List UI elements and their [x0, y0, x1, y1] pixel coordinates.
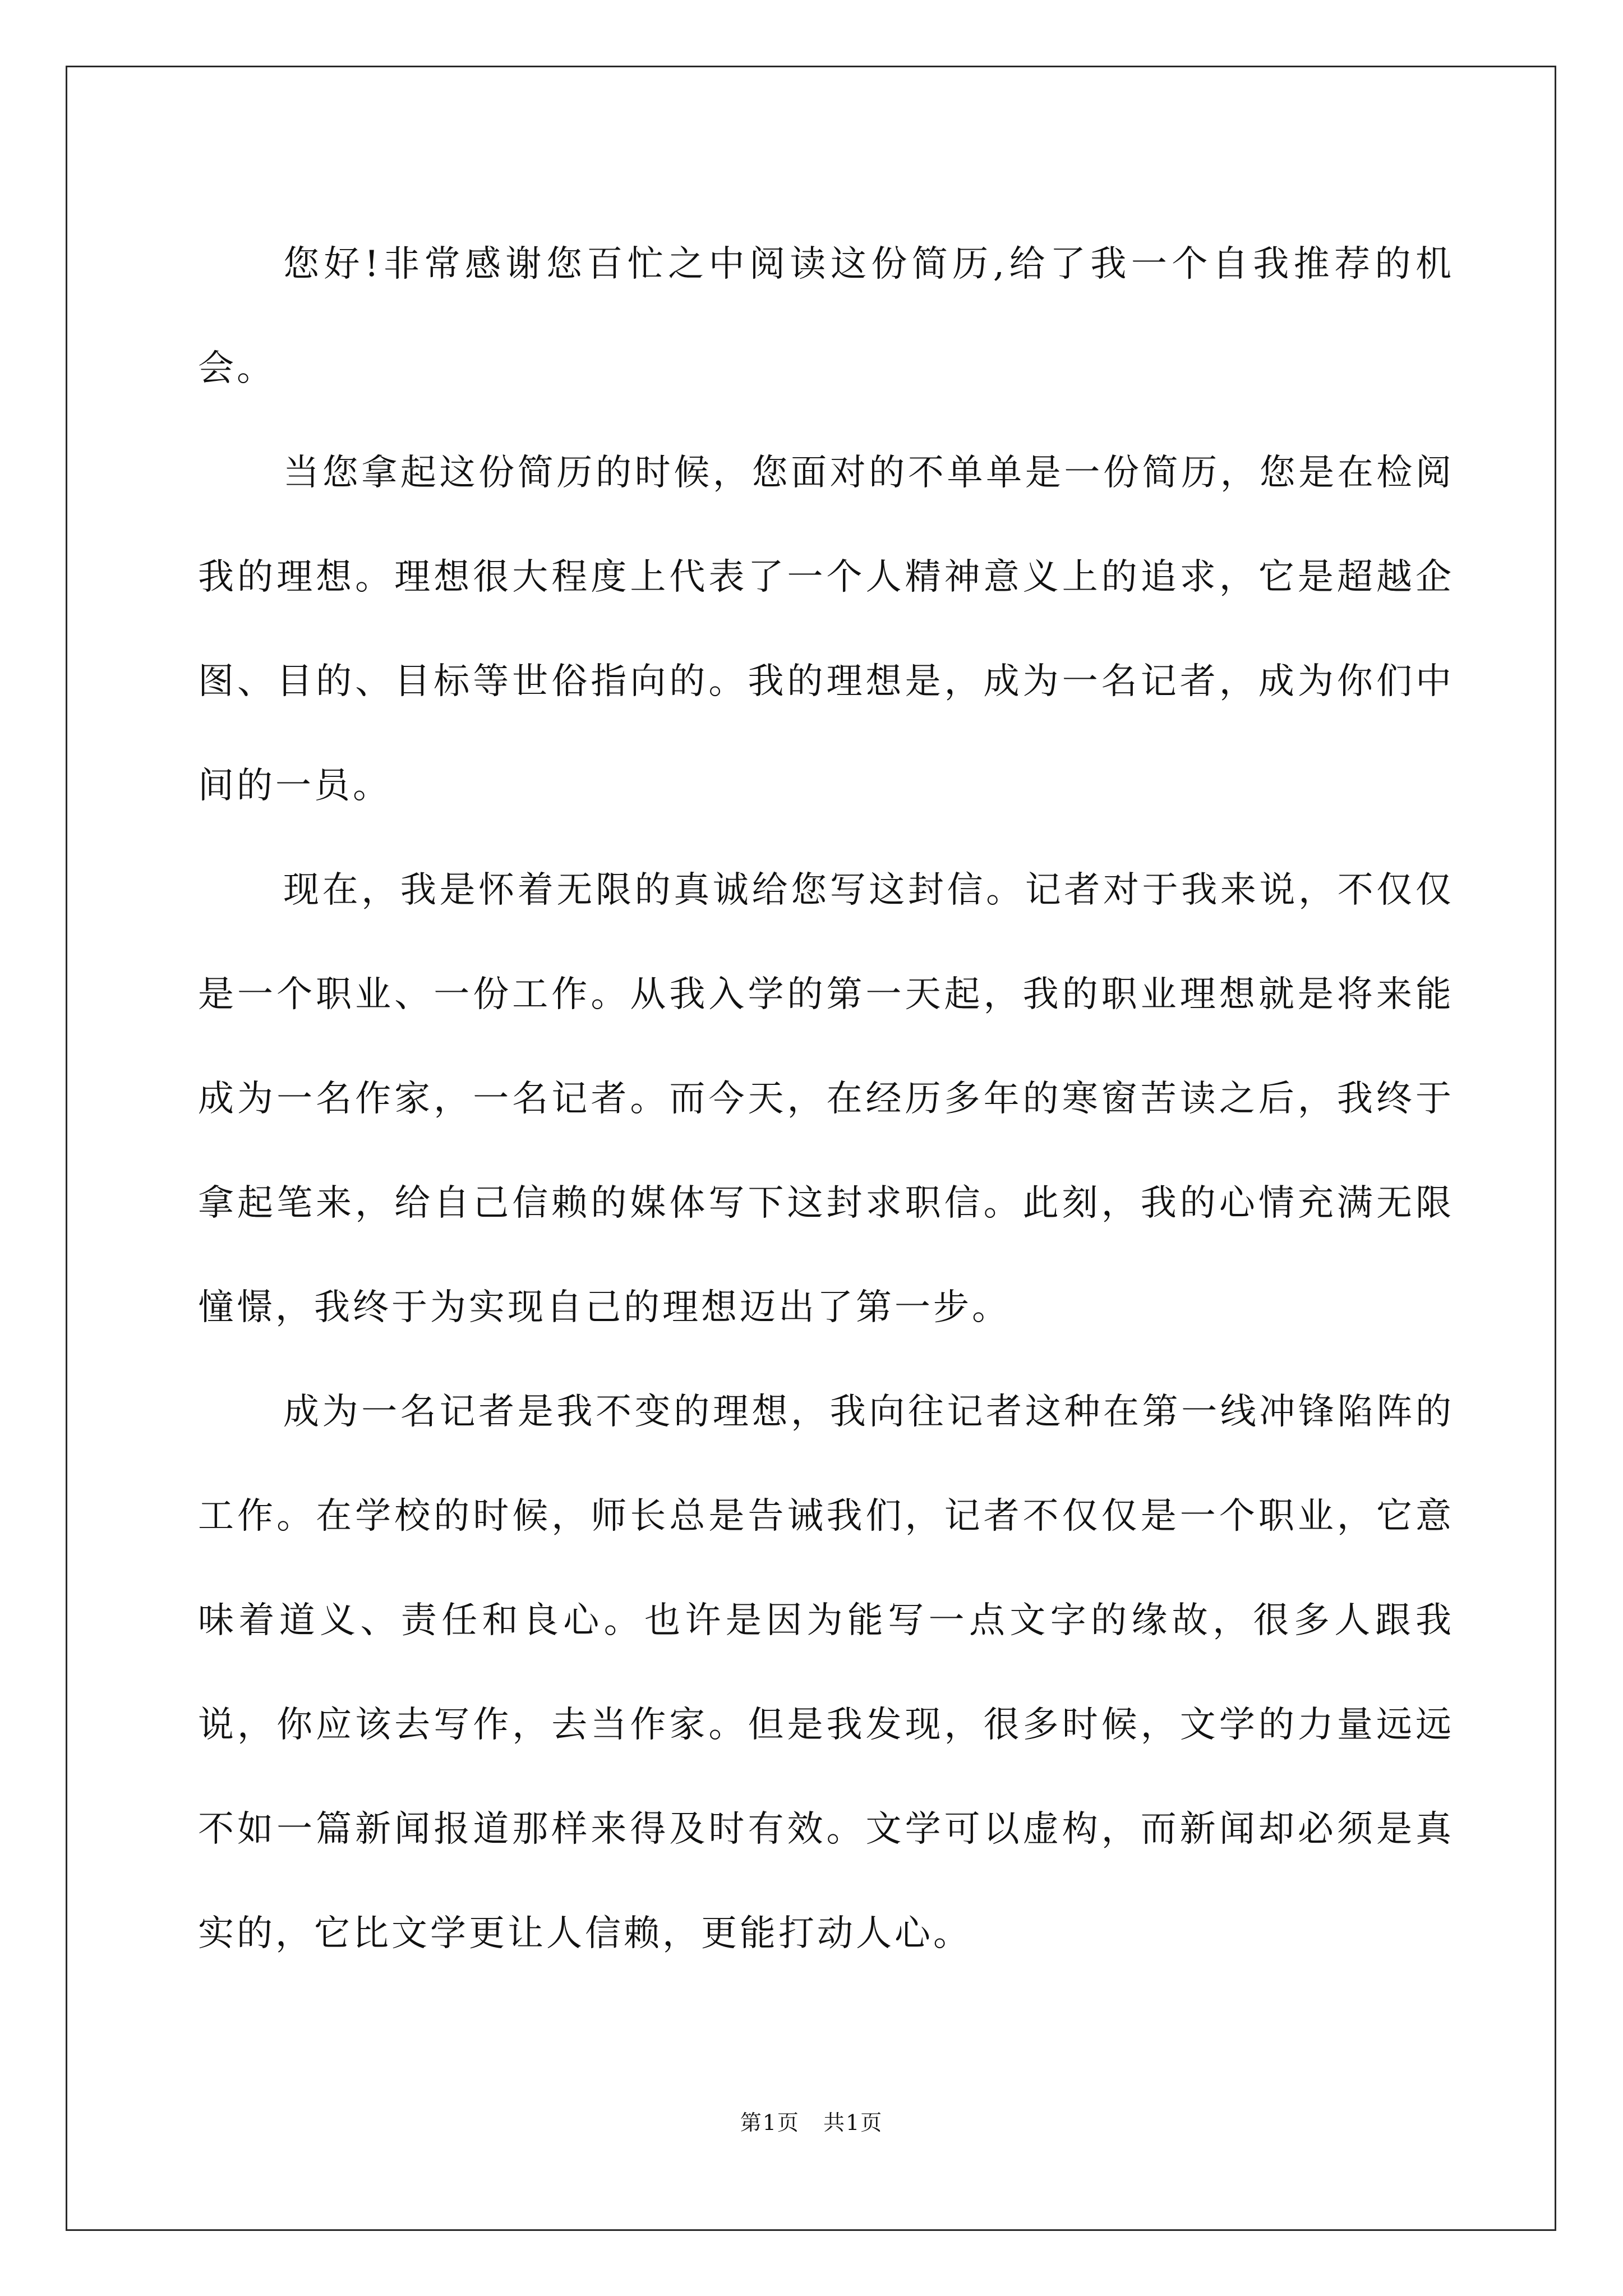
- paragraph-greeting: 您好!非常感谢您百忙之中阅读这份简历,给了我一个自我推荐的机会。: [198, 243, 1454, 389]
- page-number-footer: 第1页 共1页: [740, 2110, 883, 2135]
- paragraph-sincerity: 现在，我是怀着无限的真诚给您写这封信。记者对于我来说，不仅仅是一个职业、一份工作。从我入学的第一天起，我的职业理想就是将来能成为一名作家，一名记者。而今天，在经历多年的寒窗苦读之后，我终于拿起笔来，给自己信赖的媒体写下这封求职信。此刻，我的心情充满无限憧憬，我终于为实现自己的理想迈出了第一步。: [198, 869, 1454, 1328]
- paragraph-journalism: 成为一名记者是我不变的理想，我向往记者这种在第一线冲锋陷阵的工作。在学校的时候，师长总是告诫我们，记者不仅仅是一个职业，它意味着道义、责任和良心。也许是因为能写一点文字的缘故，很多人跟我说，你应该去写作，去当作家。但是我发现，很多时候，文学的力量远远不如一篇新闻报道那样来得及时有效。文学可以虚构，而新闻却必须是真实的，它比文学更让人信赖，更能打动人心。: [198, 1391, 1454, 1954]
- paragraph-ideal: 当您拿起这份简历的时候，您面对的不单单是一份简历，您是在检阅我的理想。理想很大程度上代表了一个人精神意义上的追求，它是超越企图、目的、目标等世俗指向的。我的理想是，成为一名记者，成为你们中间的一员。: [198, 452, 1454, 807]
- letter-body: [198, 212, 1454, 1986]
